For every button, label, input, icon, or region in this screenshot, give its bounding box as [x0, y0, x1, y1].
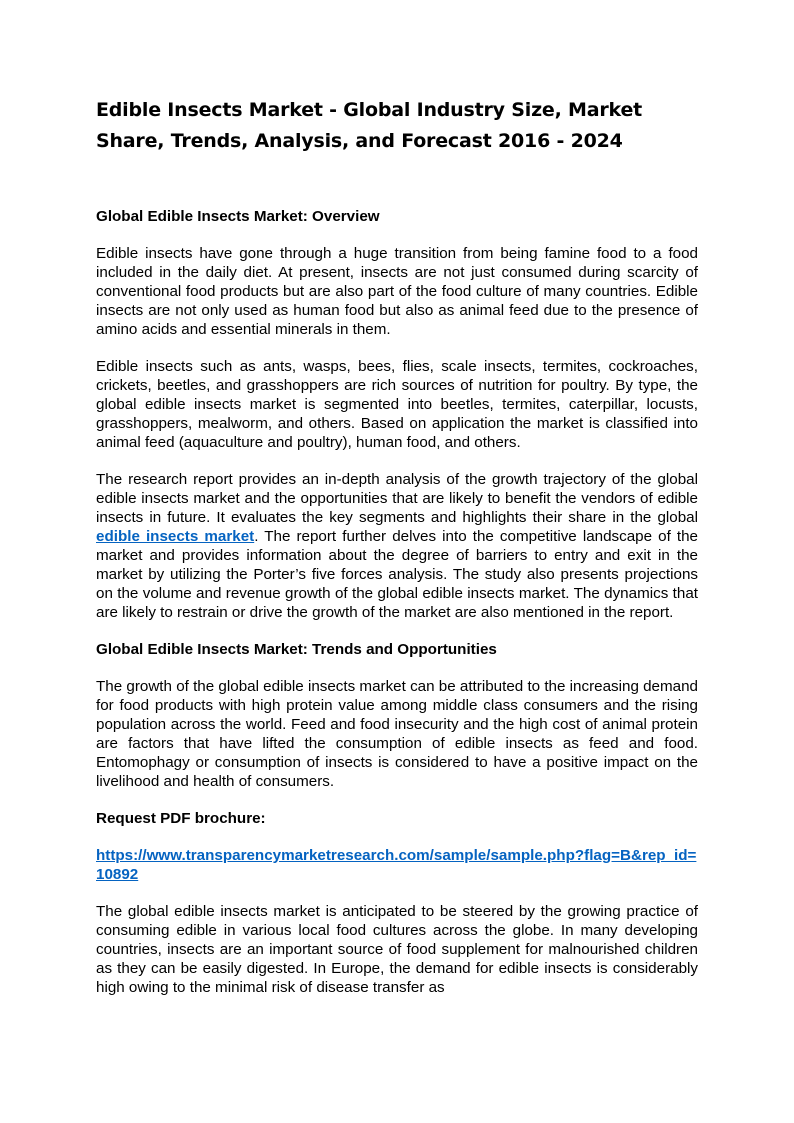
- document-body: [96, 207, 698, 1015]
- closing-paragraph-1: The global edible insects market is anticipated to be steered by the growing practice of consuming edible in various local food cultures across the globe. In many developing countries, insects are an important source of food supplement for malnourished children as they can be easily digested. In Europe, the demand for edible insects is considerably high owing to the minimal risk of disease transfer as: [96, 903, 698, 996]
- trends-heading: Global Edible Insects Market: Trends and Opportunities: [96, 641, 497, 658]
- overview-paragraph-3-text-before: The research report provides an in-depth analysis of the growth trajectory of the global edible insects market and the opportunities that are likely to benefit the vendors of edible insects in future. It evaluates the key segments and highlights their share in the global: [96, 471, 698, 526]
- overview-heading: Global Edible Insects Market: Overview: [96, 208, 380, 225]
- brochure-link[interactable]: https://www.transparencymarketresearch.com/sample/sample.php?flag=B&rep_id=10892: [96, 847, 697, 883]
- brochure-heading: Request PDF brochure:: [96, 810, 266, 827]
- trends-paragraph-1: The growth of the global edible insects market can be attributed to the increasing demand for food products with high protein value among middle class consumers and the rising population across the world. Feed and food insecurity and the high cost of animal protein are factors that have lifted the consumption of edible insects as feed and food. Entomophagy or consumption of insects is considered to have a positive impact on the livelihood and health of consumers.: [96, 678, 698, 790]
- document-title: Edible Insects Market - Global Industry Size, Market Share, Trends, Analysis, and Forecast 2016 - 2024: [96, 99, 643, 152]
- overview-paragraph-3: [96, 470, 698, 622]
- overview-paragraph-1: Edible insects have gone through a huge transition from being famine food to a food included in the daily diet. At present, insects are not just consumed during scarcity of conventional food products but are also part of the food culture of many countries. Edible insects are not only used as human food but also as animal feed due to the presence of amino acids and essential minerals in them.: [96, 245, 698, 338]
- edible-insects-market-link[interactable]: edible insects market: [96, 528, 255, 545]
- overview-paragraph-2: Edible insects such as ants, wasps, bees, flies, scale insects, termites, cockroaches, crickets, beetles, and grasshoppers are rich sources of nutrition for poultry. By type, the global edible insects market is segmented into beetles, termites, caterpillar, locusts, grasshoppers, mealworm, and others. Based on application the market is classified into animal feed (aquaculture and poultry), human food, and others.: [96, 358, 698, 451]
- overview-paragraph-3-text-after: . The report further delves into the competitive landscape of the market and provides information about the degree of barriers to entry and exit in the market by utilizing the Porter’s five forces analysis. The study also presents projections on the volume and revenue growth of the global edible insects market. The dynamics that are likely to restrain or drive the growth of the market are also mentioned in the report.: [96, 528, 698, 621]
